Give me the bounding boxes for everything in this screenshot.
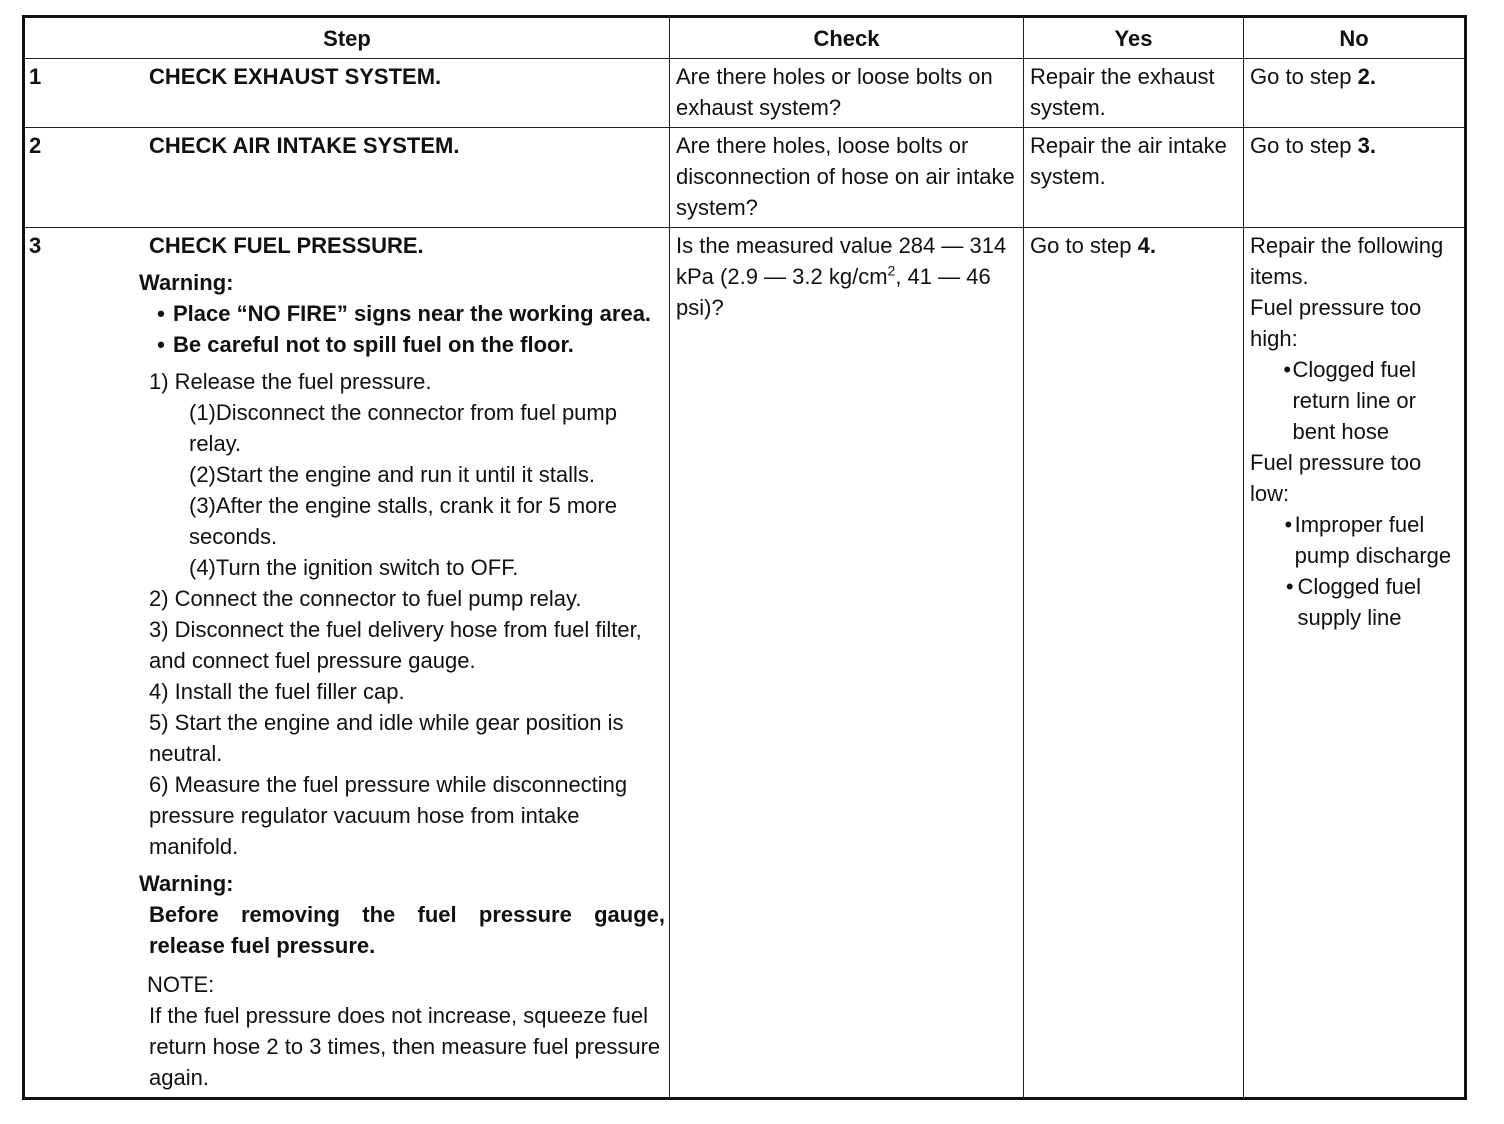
header-yes: Yes xyxy=(1024,17,1244,59)
no-cell xyxy=(1244,228,1466,1099)
warning-label: Warning: xyxy=(139,871,234,896)
check-text: Are there holes, loose bolts or disconnection of hose on air intake system? xyxy=(676,133,1015,220)
sub-step: (3)After the engine stalls, crank it for 5 more seconds. xyxy=(189,493,617,549)
diagnostic-table xyxy=(22,15,1467,1100)
step-number: 3 xyxy=(29,233,42,258)
sub-step: (4)Turn the ignition switch to OFF. xyxy=(189,555,519,580)
step-title: CHECK EXHAUST SYSTEM. xyxy=(149,64,442,89)
yes-step-ref: 4. xyxy=(1137,233,1156,258)
header-step: Step xyxy=(24,17,670,59)
header-no: No xyxy=(1244,17,1466,59)
yes-cell xyxy=(1024,228,1244,1099)
no-step-ref: 3. xyxy=(1357,133,1376,158)
bullet-icon: • xyxy=(157,301,165,326)
step-cell xyxy=(24,228,670,1099)
no-bullet-item: • Clogged fuel supply line xyxy=(1250,571,1462,633)
no-step-ref: 2. xyxy=(1357,64,1376,89)
check-cell xyxy=(670,128,1024,228)
procedure-step: 3) Disconnect the fuel delivery hose from fuel filter, and connect fuel pressure gauge. xyxy=(149,617,642,673)
step-cell xyxy=(24,128,670,228)
yes-text: Repair the air intake system. xyxy=(1030,133,1227,189)
no-cell xyxy=(1244,128,1466,228)
no-text: Go to step xyxy=(1250,133,1358,158)
no-high-label: Fuel pressure too high: xyxy=(1250,295,1422,351)
note-text: If the fuel pressure does not increase, squeeze fuel return hose 2 to 3 times, then measure fuel pressure again. xyxy=(149,1003,661,1090)
step-number: 1 xyxy=(29,64,42,89)
yes-cell xyxy=(1024,128,1244,228)
sub-step: (1)Disconnect the connector from fuel pump relay. xyxy=(189,400,617,456)
warning-text: Before removing the fuel pressure gauge, release fuel pressure. xyxy=(149,902,665,958)
no-low-label: Fuel pressure too low: xyxy=(1250,450,1422,506)
procedure-step: 2) Connect the connector to fuel pump relay. xyxy=(149,586,582,611)
warning-item: • Be careful not to spill fuel on the floor. xyxy=(139,329,665,360)
check-cell xyxy=(670,228,1024,1099)
no-cell xyxy=(1244,59,1466,128)
header-check: Check xyxy=(670,17,1024,59)
no-bullet-item: • Improper fuel pump discharge xyxy=(1250,509,1462,571)
no-intro: Repair the following items. xyxy=(1250,233,1444,289)
step-number: 2 xyxy=(29,133,42,158)
warning-item: • Place “NO FIRE” signs near the working area. xyxy=(139,298,665,329)
yes-cell xyxy=(1024,59,1244,128)
procedure-list xyxy=(139,366,665,862)
procedure-step: 4) Install the fuel filler cap. xyxy=(149,679,405,704)
procedure-step: 1) Release the fuel pressure. xyxy=(149,369,432,394)
step-cell xyxy=(24,59,670,128)
check-cell xyxy=(670,59,1024,128)
yes-text: Go to step xyxy=(1030,233,1138,258)
table-row-step-2 xyxy=(24,128,1466,228)
step-title: CHECK AIR INTAKE SYSTEM. xyxy=(149,133,460,158)
bullet-icon: • xyxy=(1283,357,1292,382)
procedure-step: 6) Measure the fuel pressure while disconnecting pressure regulator vacuum hose from intake manifold. xyxy=(149,772,628,859)
header-row xyxy=(24,17,1466,59)
check-text: Is the measured value 284 — 314 kPa (2.9 — 3.2 $kg/cm^2$, 41 — 46 psi)? xyxy=(676,233,1007,320)
table-row-step-1 xyxy=(24,59,1466,128)
bullet-icon: • xyxy=(157,332,165,357)
table-row-step-3 xyxy=(24,228,1466,1099)
yes-text: Repair the exhaust system. xyxy=(1030,64,1215,120)
check-text: Are there holes or loose bolts on exhaust system? xyxy=(676,64,993,120)
note-label: NOTE: xyxy=(147,972,215,997)
sub-step: (2)Start the engine and run it until it stalls. xyxy=(189,462,595,487)
step-title: CHECK FUEL PRESSURE. xyxy=(149,233,424,258)
no-bullet-item: • Clogged fuel return line or bent hose xyxy=(1250,354,1462,447)
bullet-icon: • xyxy=(1284,512,1293,537)
warning-label: Warning: xyxy=(139,270,234,295)
bullet-icon: • xyxy=(1285,574,1294,599)
no-text: Go to step xyxy=(1250,64,1358,89)
procedure-step: 5) Start the engine and idle while gear position is neutral. xyxy=(149,710,624,766)
